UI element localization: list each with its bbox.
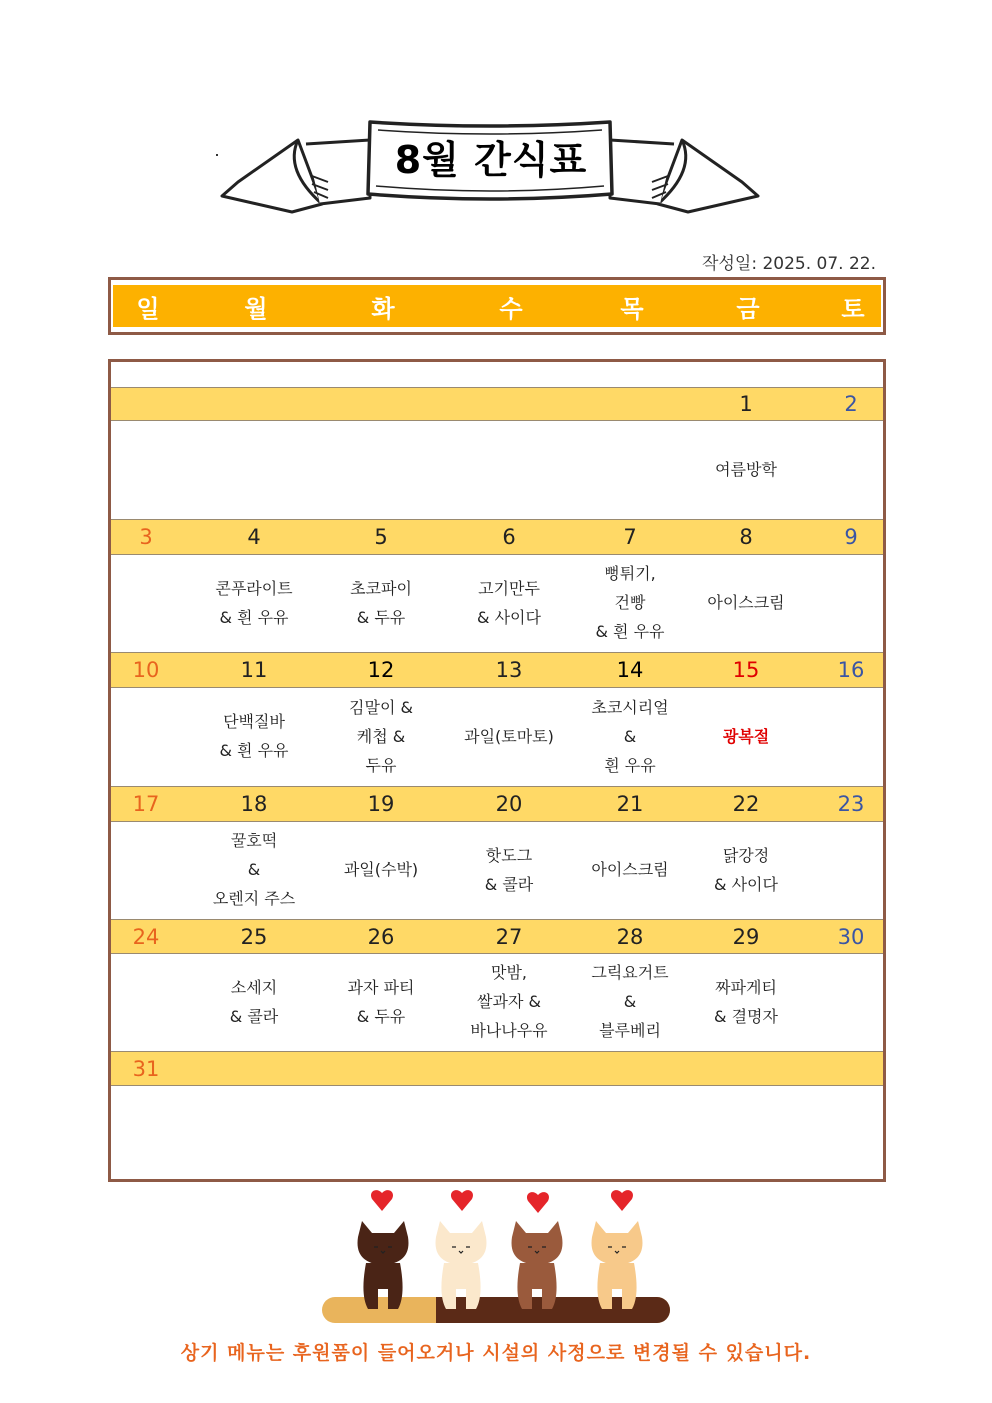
menu-cell bbox=[806, 820, 896, 919]
menu-cell: 맛밤, 쌀과자 & 바나나우유 bbox=[470, 963, 548, 1040]
weekday-label: 화 bbox=[371, 294, 395, 323]
menu-cell: 과일(수박) bbox=[343, 860, 419, 879]
menu-cell: 그릭요거트 & 블루베리 bbox=[591, 963, 669, 1040]
menu-cell bbox=[806, 1084, 896, 1182]
written-date: 작성일: 2025. 07. 22. bbox=[702, 254, 876, 274]
menu-cell: 과일(토마토) bbox=[464, 726, 554, 746]
menu-cell bbox=[445, 1084, 573, 1182]
heart-icon bbox=[527, 1192, 549, 1213]
heart-icon bbox=[451, 1190, 473, 1211]
weekday-header-band bbox=[113, 285, 881, 327]
menu-cell bbox=[111, 686, 181, 786]
date-row bbox=[111, 652, 883, 688]
date-number bbox=[479, 1052, 539, 1085]
menu-cell: 과자 파티 & 두유 bbox=[347, 977, 415, 1026]
date-number: 16 bbox=[837, 658, 865, 682]
weekday-label: 토 bbox=[841, 294, 865, 323]
menu-cell bbox=[566, 419, 694, 519]
date-number: 19 bbox=[367, 792, 395, 816]
menu-cell bbox=[111, 1084, 181, 1182]
date-number: 13 bbox=[495, 658, 523, 682]
date-number: 26 bbox=[367, 924, 395, 949]
date-number: 21 bbox=[616, 792, 644, 816]
menu-cell bbox=[111, 419, 181, 519]
menu-cell bbox=[111, 553, 181, 652]
date-number: 10 bbox=[132, 658, 160, 682]
menu-cell: 김말이 & 케첩 & 두유 bbox=[349, 697, 413, 775]
menu-cell bbox=[317, 1084, 445, 1182]
date-number: 3 bbox=[139, 525, 153, 549]
menu-cell: 꿀호떡 & 오렌지 주스 bbox=[212, 831, 296, 908]
date-number bbox=[351, 1052, 411, 1085]
menu-cell: 아이스크림 bbox=[707, 593, 785, 612]
menu-cell bbox=[806, 686, 896, 786]
date-number: 17 bbox=[132, 792, 160, 816]
date-number: 18 bbox=[240, 792, 268, 816]
date-number: 1 bbox=[739, 392, 753, 416]
page-title: 8월 간식표 bbox=[394, 137, 588, 182]
date-number: 7 bbox=[623, 525, 637, 549]
date-number: 23 bbox=[837, 792, 865, 816]
date-number: 2 bbox=[844, 392, 858, 416]
date-number: 29 bbox=[732, 924, 760, 949]
heart-icon bbox=[371, 1190, 393, 1211]
weekday-header bbox=[108, 277, 886, 335]
menu-cell: 초코시리얼 & 흰 우유 bbox=[591, 697, 669, 775]
date-row bbox=[111, 919, 883, 954]
menu-cell: 뻥튀기, 건빵 & 흰 우유 bbox=[595, 564, 665, 641]
date-number: 5 bbox=[374, 525, 388, 549]
date-number: 20 bbox=[495, 792, 523, 816]
date-number bbox=[600, 388, 660, 420]
date-number: 30 bbox=[837, 924, 865, 949]
weekday-label: 일 bbox=[136, 294, 160, 323]
menu-cell bbox=[806, 952, 896, 1051]
date-number: 14 bbox=[616, 658, 644, 682]
menu-cell bbox=[445, 419, 573, 519]
date-row bbox=[111, 786, 883, 822]
cats-illustration bbox=[318, 1185, 674, 1330]
date-number: 12 bbox=[367, 658, 395, 682]
calendar-grid bbox=[108, 359, 886, 1182]
menu-cell bbox=[687, 1084, 805, 1182]
date-number: 9 bbox=[844, 525, 858, 549]
stray-dot bbox=[216, 154, 218, 156]
date-number bbox=[821, 1052, 881, 1085]
menu-cell bbox=[189, 419, 319, 519]
menu-cell bbox=[111, 820, 181, 919]
date-number: 8 bbox=[739, 525, 753, 549]
menu-cell: 짜파게티 & 결명자 bbox=[714, 977, 778, 1026]
weekday-label: 금 bbox=[736, 294, 760, 323]
menu-cell: 아이스크림 bbox=[591, 860, 669, 879]
heart-icon bbox=[611, 1190, 633, 1211]
weekday-label: 월 bbox=[244, 294, 268, 323]
date-number: 11 bbox=[240, 658, 268, 682]
menu-cell bbox=[806, 419, 896, 519]
date-number bbox=[351, 388, 411, 420]
date-number bbox=[116, 388, 176, 420]
weekday-label: 수 bbox=[499, 294, 523, 323]
menu-cell: 콘푸라이트 & 흰 우유 bbox=[215, 578, 293, 627]
menu-cell: 고기만두 & 사이다 bbox=[477, 578, 541, 627]
menu-cell: 여름방학 bbox=[715, 459, 777, 479]
date-number: 31 bbox=[132, 1056, 160, 1081]
menu-cell bbox=[111, 952, 181, 1051]
menu-cell bbox=[189, 1084, 319, 1182]
date-number: 15 bbox=[732, 658, 760, 682]
date-row bbox=[111, 1051, 883, 1086]
date-row bbox=[111, 519, 883, 555]
date-number bbox=[479, 388, 539, 420]
date-number: 22 bbox=[732, 792, 760, 816]
menu-cell: 닭강정 & 사이다 bbox=[714, 845, 778, 894]
weekday-label: 목 bbox=[620, 294, 644, 323]
menu-cell: 핫도그 & 콜라 bbox=[484, 845, 534, 894]
date-number: 24 bbox=[132, 924, 160, 949]
menu-cell: 단백질바 & 흰 우유 bbox=[219, 712, 289, 760]
date-number bbox=[716, 1052, 776, 1085]
date-number: 27 bbox=[495, 924, 523, 949]
footer-note: 상기 메뉴는 후원품이 들어오거나 시설의 사정으로 변경될 수 있습니다. bbox=[180, 1342, 812, 1364]
date-number bbox=[600, 1052, 660, 1085]
menu-cell bbox=[566, 1084, 694, 1182]
menu-cell: 소세지 & 콜라 bbox=[229, 977, 279, 1026]
date-number: 25 bbox=[240, 924, 268, 949]
date-number bbox=[224, 1052, 284, 1085]
date-number: 28 bbox=[616, 924, 644, 949]
menu-cell bbox=[317, 419, 445, 519]
date-number: 6 bbox=[502, 525, 516, 549]
menu-cell bbox=[806, 553, 896, 652]
menu-cell: 초코파이 & 두유 bbox=[350, 578, 412, 627]
menu-cell: 광복절 bbox=[722, 726, 770, 746]
date-row bbox=[111, 387, 883, 421]
date-number bbox=[224, 388, 284, 420]
date-number: 4 bbox=[247, 525, 261, 549]
